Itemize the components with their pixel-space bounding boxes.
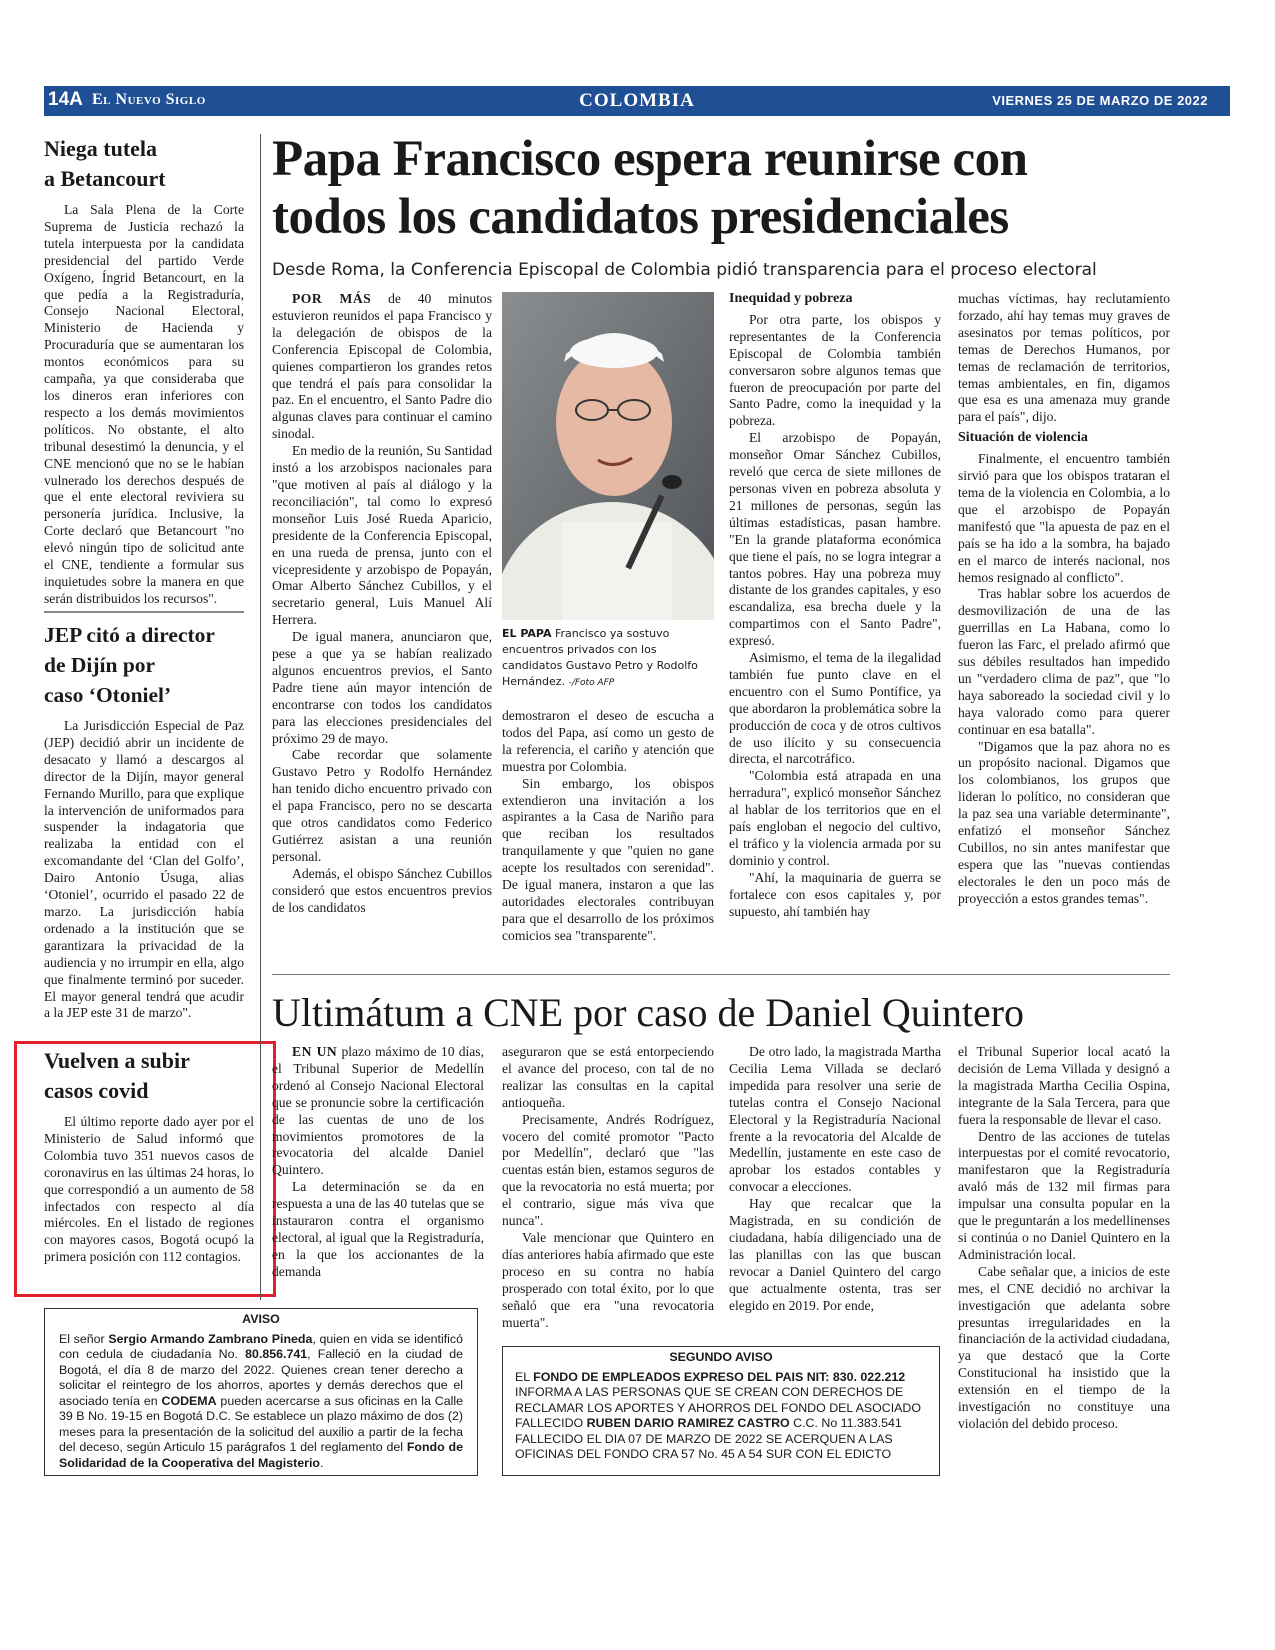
subhead-violencia: Situación de violencia (958, 430, 1088, 446)
main-headline: Papa Francisco espera reunirse con todos los candidatos presidenciales (272, 131, 1028, 245)
pope-photo (502, 292, 714, 620)
divider (44, 611, 244, 613)
subhead-inequidad: Inequidad y pobreza (729, 291, 853, 306)
main-deck: Desde Roma, la Conferencia Episcopal de Colombia pidió transparencia para el proceso electoral (272, 260, 1097, 280)
sidebar-story-covid (44, 1046, 254, 1266)
story-headline: Niega tutela a Betancourt (44, 136, 166, 191)
story-body: El último reporte dado ayer por el Ministerio de Salud informó que Colombia tuvo 351 nuevos casos de coronavirus en las últimas 24 horas, lo que correspondió a un aumento de 58 infectados con respecto al día miércoles. En el listado de regiones con mayores casos, Bogotá ocupó la primera posición con 112 contagios. (44, 1114, 254, 1265)
segundo-aviso-notice-box (502, 1346, 940, 1476)
sidebar-story-betancourt (44, 134, 244, 608)
story-headline: JEP citó a director de Dijín por caso ‘Otoniel’ (44, 623, 215, 707)
story-body: La Jurisdicción Especial de Paz (JEP) decidió abrir un incidente de desacato y llamó a descargos al director de la Dijín, mayor general Fernando Murillo, para que explique la intervención de uniformados para suspender la indagatoria que realizaba la entidad con el excomandante del ‘Clan del Golfo’, Dairo Antonio Úsuga, alias ‘Otoniel’, ocurrido el pasado 22 de marzo. La jurisdicción había ordenado a la institución que se garantizara la privacidad de la audiencia y no irrumpir en ella, algo que finalmente terminó por suceder. El mayor general tendrá que acudir a la JEP este 31 de marzo". (44, 718, 244, 1021)
story-lead: EN UN (292, 1044, 338, 1059)
story-divider (272, 974, 1170, 975)
notice-title: AVISO (242, 1312, 280, 1326)
notice-body: EL FONDO DE EMPLEADOS EXPRESO DEL PAIS NIT: 830. 022.212 INFORMA A LAS PERSONAS QUE SE CREAN CON DERECHOS DE RECLAMAR LOS APORTES Y AHORROS DEL FONDO DEL ASOCIADO FALLECIDO RUBEN DARIO RAMIREZ CASTRO C.C. No 11.383.541 FALLECIDO EL DIA 07 DE MARZO DE 2022 SE ACERQUEN A LAS OFICINAS DEL FONDO CRA 57 No. 45 A 54 SUR CON EL EDICTO (515, 1369, 922, 1461)
sidebar-story-jep (44, 620, 244, 1022)
photo-caption: EL PAPA Francisco ya sostuvo encuentros privados con los candidatos Gustavo Petro y Rodolfo Hernández. -/Foto AFP (502, 627, 698, 688)
issue-date: VIERNES 25 DE MARZO DE 2022 (992, 93, 1208, 108)
column-rule (260, 134, 261, 1300)
pope-portrait-image (502, 292, 714, 620)
page-number: 14A (48, 89, 83, 110)
story-lead: POR MÁS (292, 291, 372, 306)
notice-title: SEGUNDO AVISO (669, 1350, 773, 1364)
second-story-column-4: el Tribunal Superior local acató la decisión de Lema Villada y designó a la magistrada Martha Cecilia Ospina, integrante de la Sala Tercera, para que fuera la responsable de llevar el caso. Dentro de las acciones de tutelas interpuestas por el comité revocatorio, manifestaron que la Registraduría avaló más de 132 mil firmas para impulsar una consulta popular en la que le preguntarán a los medellinenses si continúa o no Daniel Quintero en la Administración local. Cabe señalar que, a inicios de este mes, el CNE decidió no archivar la investigación que adelanta sobre presuntas irregularidades en la financiación de la actividad ciudadana, ya que destacó que la Corte Constitucional ha insistido que la extensión en el tiempo de la investigación no constituye una violación del debido proceso. (958, 1044, 1170, 1431)
notice-body: El señor Sergio Armando Zambrano Pineda, quien en vida se identificó con cedula de ciudadanía No. 80.856.741, Falleció en la ciudad de Bogotá, el día 8 de marzo del 2022. Quienes crean tener derecho a solicitar el reintegro de los ahorros, aportes y demás derechos que el asociado tenía en CODEMA pueden acercarse a sus oficinas en la Calle 39 B No. 19-15 en Bogotá D.C. Se establece un plazo máximo de dos (2) meses para la presentación de la solicitud del auxilio a partir de la fecha del deceso, según Articulo 15 parágrafos 1 del reglamento del Fondo de Solidaridad de la Cooperativa del Magisterio. (59, 1331, 464, 1470)
main-story-column-4: muchas víctimas, hay reclutamiento forzado, ahí hay temas muy graves de asesinatos por temas políticos, por temas de Derechos Humanos, por temas de reclamación de territorios, temas ambientales, en fin, digamos que esa es una amenaza muy grande para el país", dijo. Situación de violencia Finalmente, el encuentro también sirvió para que los obispos trataran el tema de la violencia en Colombia, a lo que el arzobispo de Popayán manifestó que "la apuesta de paz en el país se ha ido a la sombra, ha bajado en el marco de interés nacional, nos hemos resignado al conflicto". Tras hablar sobre los acuerdos de desmovilización de una de las guerrillas en La Habana, como lo fueron las Farc, el prelado afirmó que sus débiles resultados han impedido un "verdadero clima de paz", que "lo haya saboreado la sociedad civil y lo haya valorado como para querer continuar en esa batalla". "Digamos que la paz ahora no es un propósito nacional. Digamos que los colombianos, los grupos que lideran lo político, no consideran que la paz sea una variable determinante", enfatizó el monseñor Sánchez Cubillos, no sin antes manifestar que espera que las "nuevas contiendas electorales le den un poco más de proyección a estos grandes temas". (958, 291, 1170, 906)
section-title: COLOMBIA (579, 90, 695, 111)
second-story-column-2: aseguraron que se está entorpeciendo el avance del proceso, con tal de no realizar las consultas en la capital antioqueña. Precisamente, Andrés Rodríguez, vocero del comité promotor "Pacto por Medellín", declaró que "las cuentas están bien, estamos seguros de que la revocatoria no está muerta; por el contrario, sigue más viva que nunca". Vale mencionar que Quintero en días anteriores había afirmado que este proceso en su contra no había prosperado con total éxito, por lo que señaló que era "una revocatoria muerta". (502, 1044, 714, 1330)
main-story-column-2: demostraron el deseo de escucha a todos del Papa, así como un gesto de la referencia, el cariño y atención que muestra por Colombia. Sin embargo, los obispos extendieron una invitación a los aspirantes a la Casa de Nariño para que reciban los resultados tranquilamente y que "quien no gane acepte los resultados con serenidad". De igual manera, instaron a que las autoridades electorales contribuyan para que el desarrollo de los próximos comicios sea "transparente". (502, 708, 714, 943)
main-story-column-3: Inequidad y pobreza Por otra parte, los obispos y representantes de la Conferencia Episcopal de Colombia también conversaron sobre algunos temas que fueron de preocupación por parte del Santo Padre, como la inequidad y la pobreza. El arzobispo de Popayán, monseñor Omar Sánchez Cubillos, reveló que cerca de siete millones de personas viven en pobreza absoluta y 21 millones de personas, según las últimas estadísticas, pasan hambre. "En la grande plataforma económica que tiene el país, no se logra integrar a tantos pobres. Hay una pobreza muy distante de los grandes capitales, y eso escandaliza, esa brecha duele y la compartimos con el Santo Padre", expresó. Asimismo, el tema de la ilegalidad también fue punto clave en el encuentro con el Sumo Pontífice, ya que abordaron la problemática sobre la producción de coca y de otros cultivos de uso ilícito y su consecuencia directa, el narcotráfico. "Colombia está atrapada en una herradura", explicó monseñor Sánchez al hablar de los territorios que en el país engloban el negocio del cultivo, el tráfico y la violencia armada por su dominio y control. "Ahí, la maquinaria de guerra se fortalece con esos capitales y, por supuesto, ahí también hay (729, 291, 941, 919)
aviso-notice-box (44, 1308, 478, 1476)
story-body: La Sala Plena de la Corte Suprema de Justicia rechazó la tutela interpuesta por la candidata presidencial del partido Verde Oxígeno, Íngrid Betancourt, en la que pedía a la Registraduría, Consejo Nacional Electoral, Ministerio de Hacienda y Procuraduría que se aumentaran los montos económicos para su campaña, ya que consideraba que los dineros eran inferiores con respecto a los demás movimientos políticos. No obstante, el alto tribunal desestimó la denuncia, y el CNE mencionó que no se le habían vulnerado los derechos después de que el ente electoral reviviera su personería jurídica. Inclusive, la Corte declaró que Betancourt "no elevó ningún tipo de solicitud ante el CNE, tendiente a formular sus inquietudes sobre la manera en que serán distribuidos los recursos". (44, 202, 244, 606)
second-headline: Ultimátum a CNE por caso de Daniel Quintero (272, 990, 1025, 1035)
page-header-bar (44, 86, 1230, 116)
masthead-logo: El Nuevo Siglo (92, 91, 206, 108)
story-headline: Vuelven a subir casos covid (44, 1048, 190, 1103)
main-story-column-1: POR MÁS de 40 minutos estuvieron reunidos el papa Francisco y la delegación de obispos de la Conferencia Episcopal de Colombia, quienes compartieron los grandes retos que tendrá el país para consolidar la paz. En el encuentro, el Santo Padre dio algunas claves para continuar el camino sinodal. En medio de la reunión, Su Santidad instó a los arzobispos nacionales para "que motiven al país al diálogo y la reconciliación", tal como lo expresó monseñor Luis José Rueda Aparicio, presidente de la Conferencia Episcopal, en una rueda de prensa, junto con el vicepresidente y arzobispo de Popayán, Omar Alberto Sánchez Cubillos, y el secretario general, Luis Manuel Alí Herrera. De igual manera, anunciaron que, pese a que ya se habían realizado algunos encuentros previos, el Santo Padre tiene aún mayor intención de encontrarse con todos los candidatos para las elecciones presidenciales del próximo 29 de mayo. Cabe recordar que solamente Gustavo Petro y Rodolfo Hernández han tenido dicho encuentro privado con el papa Francisco, pero no se descarta que otros candidatos como Federico Gutiérrez asistan a una reunión personal. Además, el obispo Sánchez Cubillos consideró que estos encuentros previos de los candidatos (272, 291, 492, 915)
second-story-column-3: De otro lado, la magistrada Martha Cecilia Lema Villada se declaró impedida para resolver una serie de tutelas contra el Consejo Nacional Electoral y la Registraduría Nacional frente a la revocatoria del Alcalde de Medellín, justamente en este caso de aprobar los estados contables y convocar a elecciones. Hay que recalcar que la Magistrada, en su condición de ciudadana, había diligenciado una de las planillas con las que buscan revocar a Daniel Quintero del cargo que actualmente ostenta, tras ser elegido en 2019. Por ende, (729, 1044, 941, 1313)
second-story-column-1: EN UN plazo máximo de 10 días, el Tribunal Superior de Medellín ordenó al Consejo Nacional Electoral que se pronuncie sobre la certificación de las cuentas de uno de los movimientos promotores de la revocatoria del alcalde Daniel Quintero. La determinación se da en respuesta a una de las 40 tutelas que se instauraron contra el organismo electoral, al igual que la Registraduría, en la que los accionantes de la demanda (272, 1044, 484, 1279)
